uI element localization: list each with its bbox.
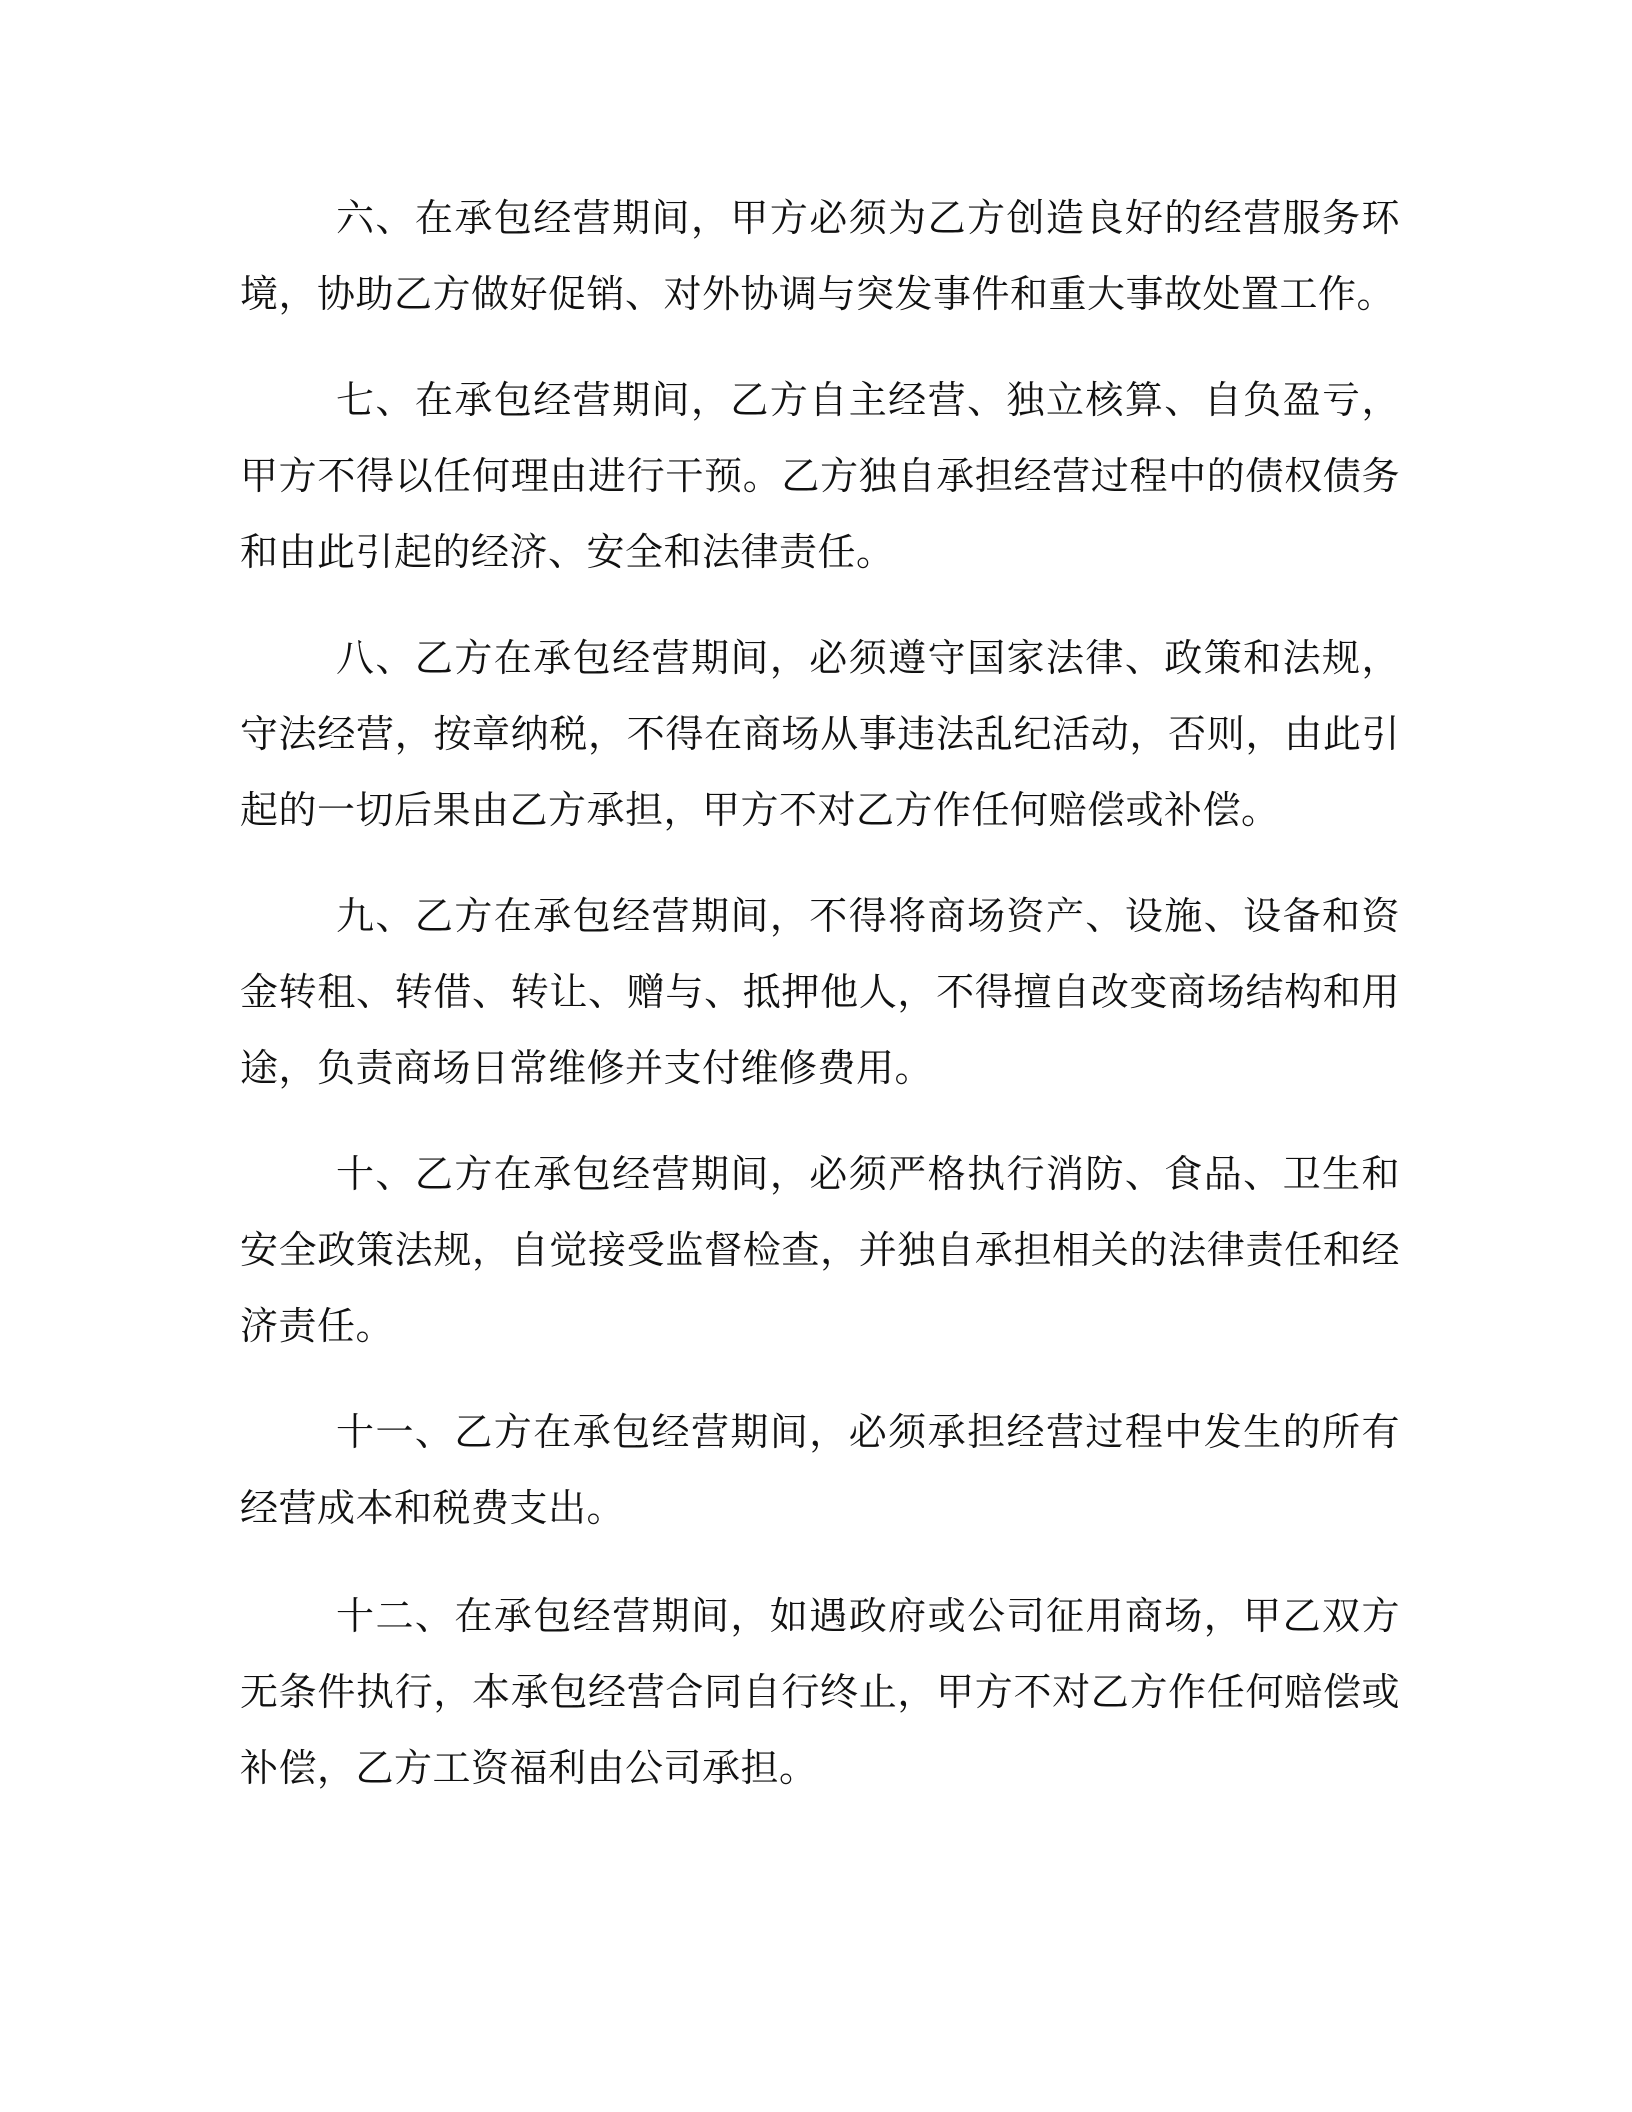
clause-8: 八、乙方在承包经营期间，必须遵守国家法律、政策和法规，守法经营，按章纳税，不得在商场从事违法乱纪活动，否则，由此引起的一切后果由乙方承担，甲方不对乙方作任何赔偿或补偿。 xyxy=(240,636,1400,832)
clause-9: 九、乙方在承包经营期间，不得将商场资产、设施、设备和资金转租、转借、转让、赠与、抵押他人，不得擅自改变商场结构和用途，负责商场日常维修并支付维修费用。 xyxy=(240,894,1400,1090)
clause-12: 十二、在承包经营期间，如遇政府或公司征用商场，甲乙双方无条件执行，本承包经营合同自行终止，甲方不对乙方作任何赔偿或补偿，乙方工资福利由公司承担。 xyxy=(240,1594,1400,1790)
clause-11: 十一、乙方在承包经营期间，必须承担经营过程中发生的所有经营成本和税费支出。 xyxy=(240,1410,1400,1530)
clause-6: 六、在承包经营期间，甲方必须为乙方创造良好的经营服务环境，协助乙方做好促销、对外协调与突发事件和重大事故处置工作。 xyxy=(240,196,1400,316)
clause-10: 十、乙方在承包经营期间，必须严格执行消防、食品、卫生和安全政策法规，自觉接受监督检查，并独自承担相关的法律责任和经济责任。 xyxy=(240,1152,1400,1348)
clause-7: 七、在承包经营期间，乙方自主经营、独立核算、自负盈亏，甲方不得以任何理由进行干预。乙方独自承担经营过程中的债权债务和由此引起的经济、安全和法律责任。 xyxy=(240,378,1400,574)
